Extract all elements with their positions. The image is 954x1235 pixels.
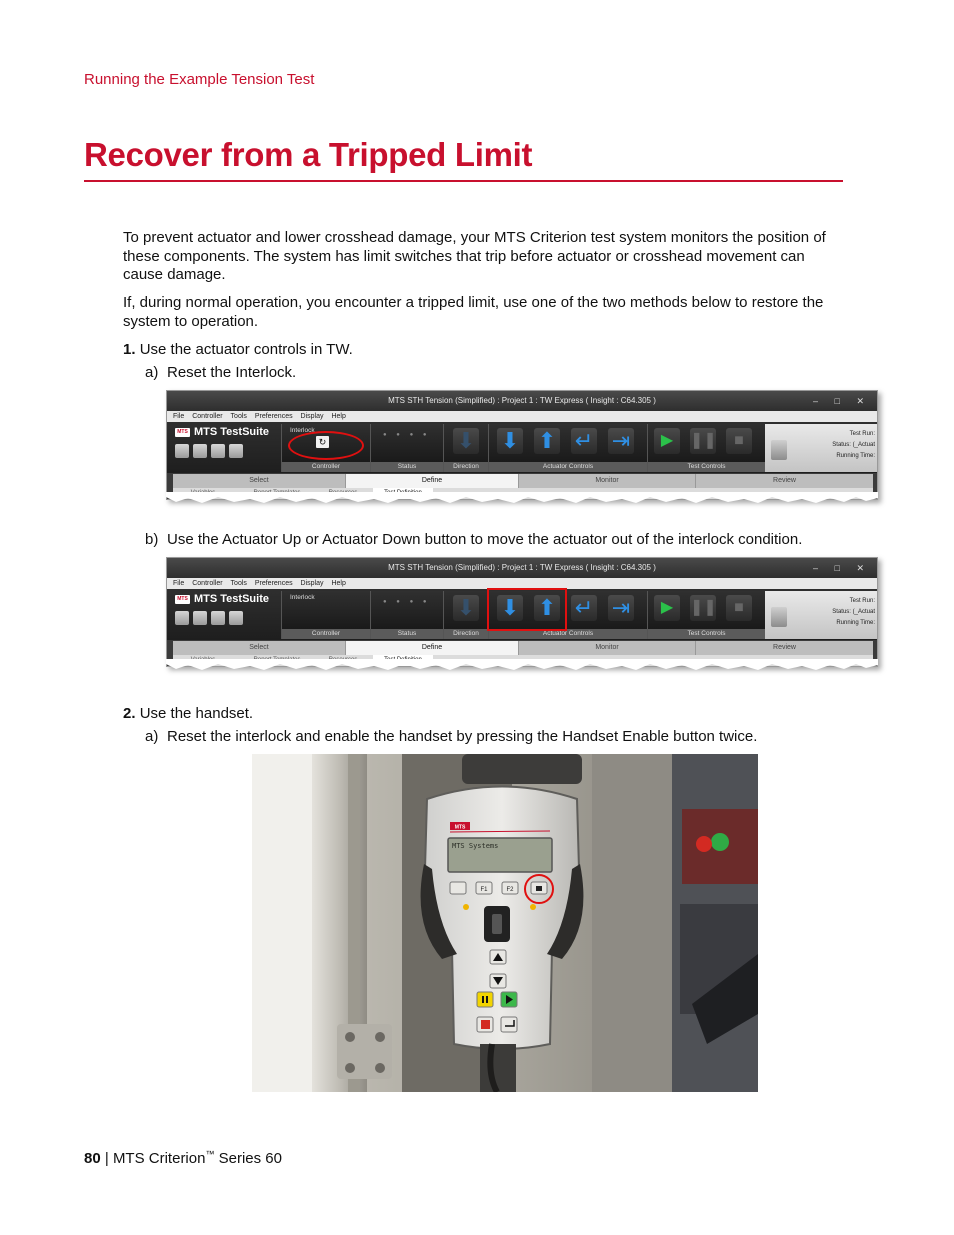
menu-tools: Tools [230,413,247,420]
new-icon [193,444,207,458]
new-icon [193,611,207,625]
logo-text: MTS TestSuite [194,593,269,605]
step-1 [123,341,353,358]
page-number: 80 [84,1150,101,1167]
file-icons [175,444,247,463]
status-group [370,591,443,639]
page-title: Recover from a Tripped Limit [84,136,533,173]
tab-monitor: Monitor [519,641,696,655]
stop-icon: ■ [726,428,752,454]
test-controls-label: Test Controls [648,629,765,639]
footer-series: Series 60 [218,1150,282,1167]
step-number: 1. [123,341,136,358]
window-title: MTS STH Tension (Simplified) : Project 1 : TW Express ( Insight : C64.305 ) [167,558,877,578]
actuator-return-icon: ↵ [571,595,597,621]
pause-icon: ❚❚ [690,428,716,454]
step-1a [145,364,296,381]
menu-controller: Controller [192,413,223,420]
interlock-label: Interlock [290,594,315,601]
actuator-down-icon: ⬇ [497,595,523,621]
actuator-controls-label: Actuator Controls [489,629,647,639]
print-icon [229,444,243,458]
tw-window [166,557,878,667]
tab-select: Select [173,641,346,655]
toolbar [167,589,877,640]
menu-display: Display [300,580,324,587]
controller-label: Controller [282,462,370,472]
footer-separator: | [104,1150,109,1167]
menu-help: Help [331,580,346,587]
tw-window [166,390,878,500]
highlight-circle [288,431,364,460]
file-icons [175,611,247,630]
direction-arrow-icon: ⬇ [453,595,479,621]
open-icon [175,611,189,625]
step-text: Use the handset. [139,705,254,722]
controller-group [281,424,370,472]
handset-photo-illustration [252,754,758,1092]
tab-define: Define [346,641,519,655]
run-info-panel [765,424,877,472]
play-icon: ▶ [654,595,680,621]
direction-label: Direction [444,629,488,639]
direction-arrow-icon: ⬇ [453,428,479,454]
report-icon [771,607,787,627]
pause-icon: ❚❚ [690,595,716,621]
substep-text: Reset the interlock and enable the handset by pressing the Handset Enable button twice. [167,728,758,745]
direction-group [443,591,488,639]
testsuite-logo [175,592,275,606]
step-1b [145,531,802,548]
f2-key: F2 [506,887,514,893]
trademark-symbol: ™ [205,1149,215,1159]
substep-text: Reset the Interlock. [167,364,297,381]
handset-brand-text: MTS [454,824,466,831]
testsuite-logo [175,425,275,439]
test-run-label: Test Run: [849,598,875,604]
lcd-text: MTS Systems [452,842,499,850]
window-title: MTS STH Tension (Simplified) : Project 1 : TW Express ( Insight : C64.305 ) [167,391,877,411]
step-text: Use the actuator controls in TW. [139,341,353,358]
torn-edge [166,659,878,673]
report-icon [771,440,787,460]
step-2 [123,705,253,722]
mts-badge-icon: MTS [175,428,190,437]
substep-letter: b) [145,531,159,548]
step-number: 2. [123,705,136,722]
open-icon [175,444,189,458]
direction-group [443,424,488,472]
status-group [370,424,443,472]
save-icon [211,444,225,458]
status-dots: ● ● ● ● [383,432,431,438]
tab-define: Define [346,474,519,488]
running-time-label: Running Time: [836,620,875,626]
status-label: Status [371,629,443,639]
tab-select: Select [173,474,346,488]
menu-preferences: Preferences [254,580,293,587]
tab-review: Review [773,477,796,484]
title-rule [84,180,843,182]
intro-paragraph-1: To prevent actuator and lower crosshead damage, your MTS Criterion test system monitors the position of these components. The system has limit switches that trip before actuator or crosshead movement can cause damage. [123,229,826,283]
status-value-label: Status: (_Actuat [832,609,875,615]
actuator-down-icon: ⬇ [497,428,523,454]
direction-label: Direction [444,462,488,472]
substep-letter: a) [145,364,159,381]
toolbar [167,422,877,473]
save-icon [211,611,225,625]
menu-help: Help [331,413,346,420]
running-header: Running the Example Tension Test [84,71,315,88]
actuator-up-icon: ⬆ [534,428,560,454]
status-value-label: Status: (_Actuat [832,442,875,448]
tw-screenshot-actuator-buttons [166,557,880,675]
status-dots: ● ● ● ● [383,599,431,605]
tab-review: Review [773,644,796,651]
actuator-return-icon: ↵ [571,428,597,454]
main-tabs [173,474,873,488]
running-time-label: Running Time: [836,453,875,459]
reset-interlock-icon: ↻ [316,436,329,448]
interlock-label: Interlock [290,427,315,434]
actuator-end-icon: ⇥ [608,595,634,621]
test-controls-group [647,591,765,639]
status-label: Status [371,462,443,472]
menu-controller: Controller [192,580,223,587]
tw-screenshot-reset-interlock [166,390,880,508]
intro-paragraph-2: If, during normal operation, you encounter a tripped limit, use one of the two methods below to restore the system to operation. [123,294,824,330]
highlight-rectangle [487,588,567,631]
menu-file: File [173,580,185,587]
play-icon: ▶ [654,428,680,454]
step-2a [145,728,757,745]
print-icon [229,611,243,625]
substep-letter: a) [145,728,159,745]
main-tabs [173,641,873,655]
tab-monitor: Monitor [519,474,696,488]
menu-tools: Tools [230,580,247,587]
window-controls: – □ ✕ [813,396,871,406]
actuator-controls-group [488,424,647,472]
handset-photo [252,754,758,1092]
controller-label: Controller [282,629,370,639]
page-footer [84,1149,282,1167]
menu-preferences: Preferences [254,413,293,420]
test-controls-label: Test Controls [648,462,765,472]
window-controls: – □ ✕ [813,563,871,573]
f1-key: F1 [480,887,488,893]
test-run-label: Test Run: [849,431,875,437]
controller-group [281,591,370,639]
mts-badge-icon: MTS [175,595,190,604]
substep-text: Use the Actuator Up or Actuator Down button to move the actuator out of the interlock condition. [167,531,803,548]
torn-edge [166,492,878,506]
stop-icon: ■ [726,595,752,621]
run-info-panel [765,591,877,639]
footer-product: MTS Criterion [112,1150,206,1167]
actuator-controls-label: Actuator Controls [489,462,647,472]
logo-text: MTS TestSuite [194,426,269,438]
menu-bar [167,411,877,422]
menu-display: Display [300,413,324,420]
actuator-up-icon: ⬆ [534,595,560,621]
test-controls-group [647,424,765,472]
menu-file: File [173,413,185,420]
actuator-end-icon: ⇥ [608,428,634,454]
